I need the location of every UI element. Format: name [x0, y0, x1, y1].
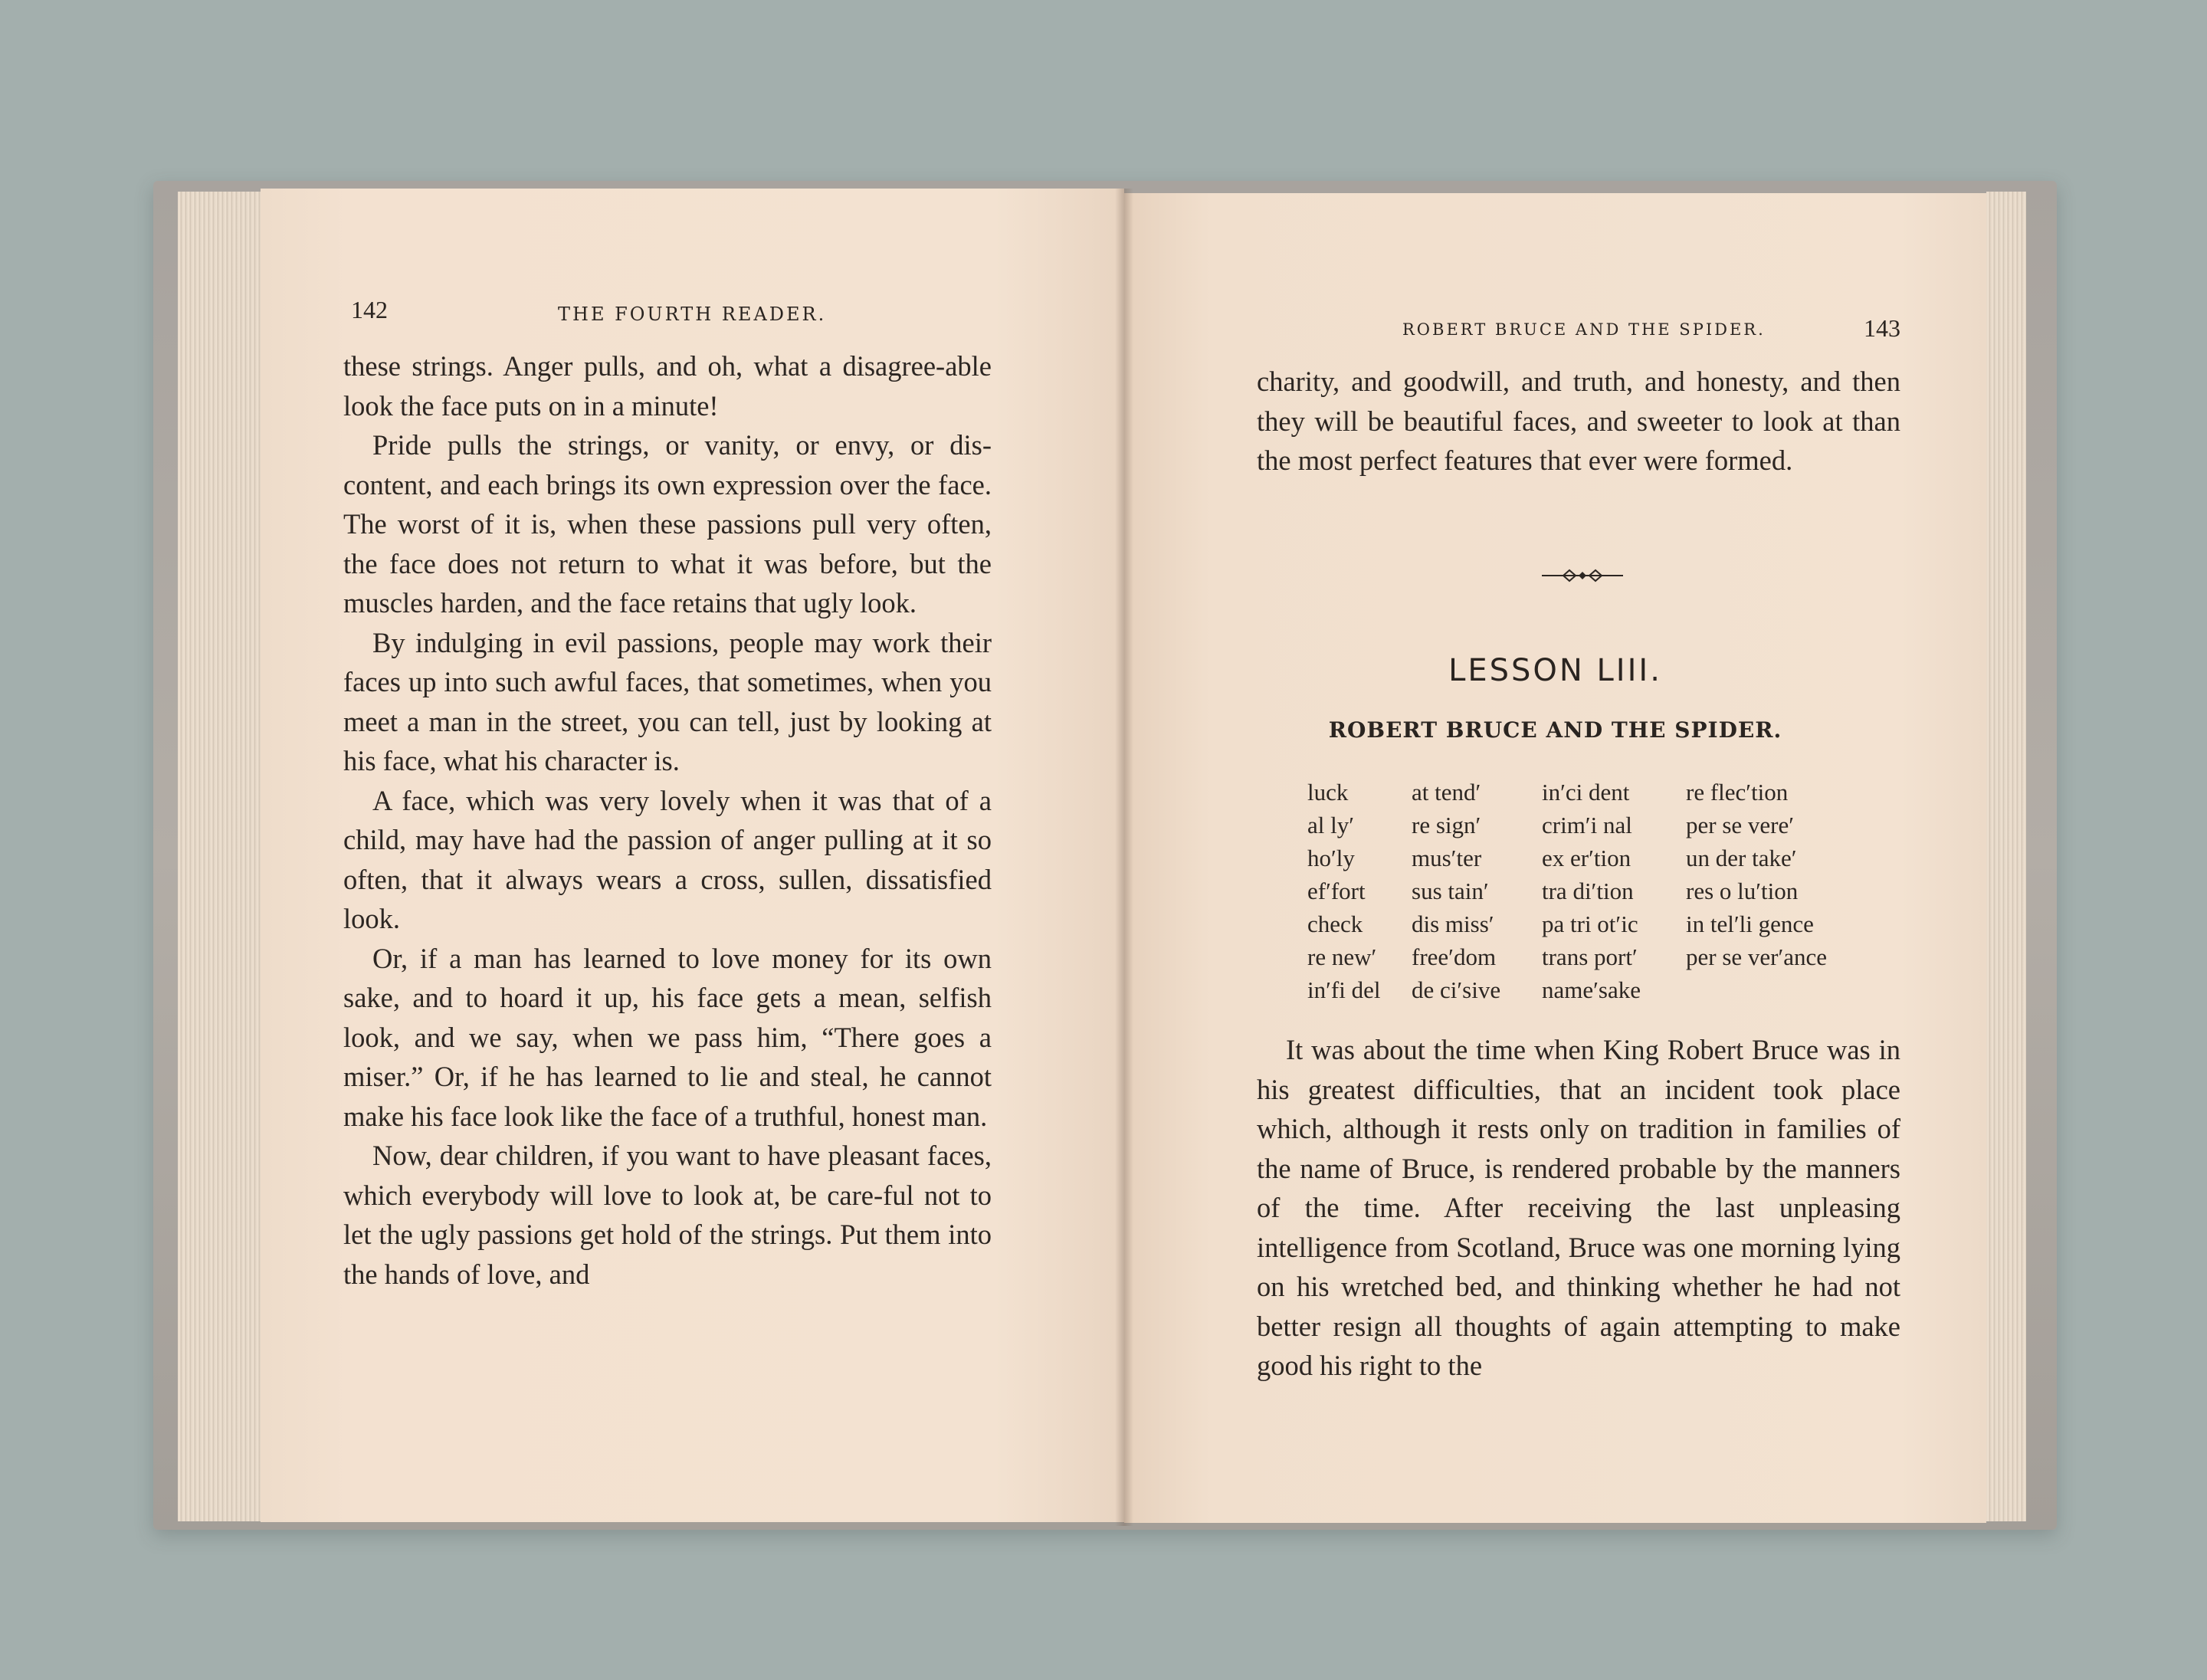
- left-paragraph-5: Or, if a man has learned to love money for its own sake, and to hoard it up, his face gets a mean, selfish look, and we say, when we pass him, “There goes a miser.” Or, if he has learned to lie and steal, he cannot make his face look like the face of a truthful, honest man.: [343, 942, 992, 1132]
- left-paragraph-1: these strings. Anger pulls, and oh, what a disagree-able look the face puts on in a minute!: [343, 350, 992, 422]
- vocab-word: al ly′: [1307, 812, 1355, 838]
- right-opening-text: [1257, 362, 1900, 481]
- vocab-word: at tend′: [1412, 779, 1481, 806]
- left-paragraph-2: Pride pulls the strings, or vanity, or envy, or dis-content, and each brings its own expression over the face. The worst of it is, when these passions pull very often, the face does not return to what it was before, but the muscles harden, and the face retains that ugly look.: [343, 429, 992, 619]
- left-paragraph-6: Now, dear children, if you want to have pleasant faces, which everybody will love to look at, be care-ful not to let the ugly passions get hold of the strings. Put them into the hands of love, and: [343, 1140, 992, 1290]
- vocab-word: re new′: [1307, 943, 1377, 970]
- vocab-word: in tel′li gence: [1686, 911, 1814, 937]
- vocab-word: per se vere′: [1686, 812, 1795, 838]
- vocab-word: ex er′tion: [1542, 845, 1631, 871]
- vocab-word: res o lu′tion: [1686, 878, 1799, 904]
- vocab-word: luck: [1307, 779, 1349, 806]
- vocab-column-1: [1307, 776, 1380, 1006]
- vocab-word: ho′ly: [1307, 845, 1355, 871]
- left-page-number: 142: [351, 296, 388, 323]
- left-paragraph-4: A face, which was very lovely when it was that of a child, may have had the passion of anger pulling at it so often, that it always wears a cross, sullen, dissatisfied look.: [343, 784, 992, 934]
- vocab-word: dis miss′: [1412, 911, 1494, 937]
- right-page-number: 143: [1864, 314, 1900, 342]
- right-running-head: ROBERT BRUCE AND THE SPIDER.: [1402, 320, 1766, 339]
- vocab-word: check: [1307, 911, 1363, 937]
- vocab-word: crim′i nal: [1542, 812, 1632, 838]
- vocab-column-2: [1412, 776, 1500, 1006]
- vocab-word: in′fi del: [1307, 976, 1381, 1003]
- vocab-word: trans port′: [1542, 943, 1638, 970]
- vocab-word: name′sake: [1542, 976, 1641, 1003]
- ornament-divider-icon: [1540, 564, 1625, 587]
- vocab-word: free′dom: [1412, 943, 1497, 970]
- left-paragraph-3: By indulging in evil passions, people may work their faces up into such awful faces, that sometimes, when you meet a man in the street, you can tell, just by looking at his face, what his character is.: [343, 626, 992, 776]
- vocab-word: re flec′tion: [1686, 779, 1789, 806]
- vocab-column-3: [1542, 776, 1641, 1006]
- vocab-word: ef′fort: [1307, 878, 1366, 904]
- vocab-word: sus tain′: [1412, 878, 1489, 904]
- vocab-word: per se ver′ance: [1686, 943, 1828, 970]
- vocab-word: de ci′sive: [1412, 976, 1501, 1003]
- vocab-word: tra di′tion: [1542, 878, 1634, 904]
- vocab-word: mus′ter: [1412, 845, 1482, 871]
- vocab-word: un der take′: [1686, 845, 1797, 871]
- right-lesson-text: [1257, 1030, 1900, 1386]
- left-running-head: THE FOURTH READER.: [558, 304, 827, 325]
- right-opening-paragraph: charity, and goodwill, and truth, and honesty, and then they will be beautiful faces, and sweeter to look at than the most perfect features that ever were formed.: [1257, 366, 1900, 476]
- vocab-word: re sign′: [1412, 812, 1481, 838]
- lesson-paragraph: It was about the time when King Robert Bruce was in his greatest difficulties, that an incident took place which, although it rests only on tradition in families of the name of Bruce, is rendered probable by the manners of the time. After receiving the last unpleasing intelligence from Scotland, Bruce was one morning lying on his wretched bed, and thinking whether he had not better resign all thoughts of again attempting to make good his right to the: [1257, 1034, 1900, 1381]
- vocab-column-4: [1686, 776, 1827, 973]
- right-page-edges: [1986, 192, 2026, 1521]
- lesson-subtitle: ROBERT BRUCE AND THE SPIDER.: [1328, 717, 1782, 743]
- left-body-text: [343, 346, 992, 1294]
- vocab-word: in′ci dent: [1542, 779, 1630, 806]
- lesson-title: LESSON LIII.: [1448, 653, 1662, 688]
- left-page-edges: [178, 192, 262, 1521]
- vocab-word: pa tri ot′ic: [1542, 911, 1638, 937]
- book-gutter: [1115, 189, 1133, 1526]
